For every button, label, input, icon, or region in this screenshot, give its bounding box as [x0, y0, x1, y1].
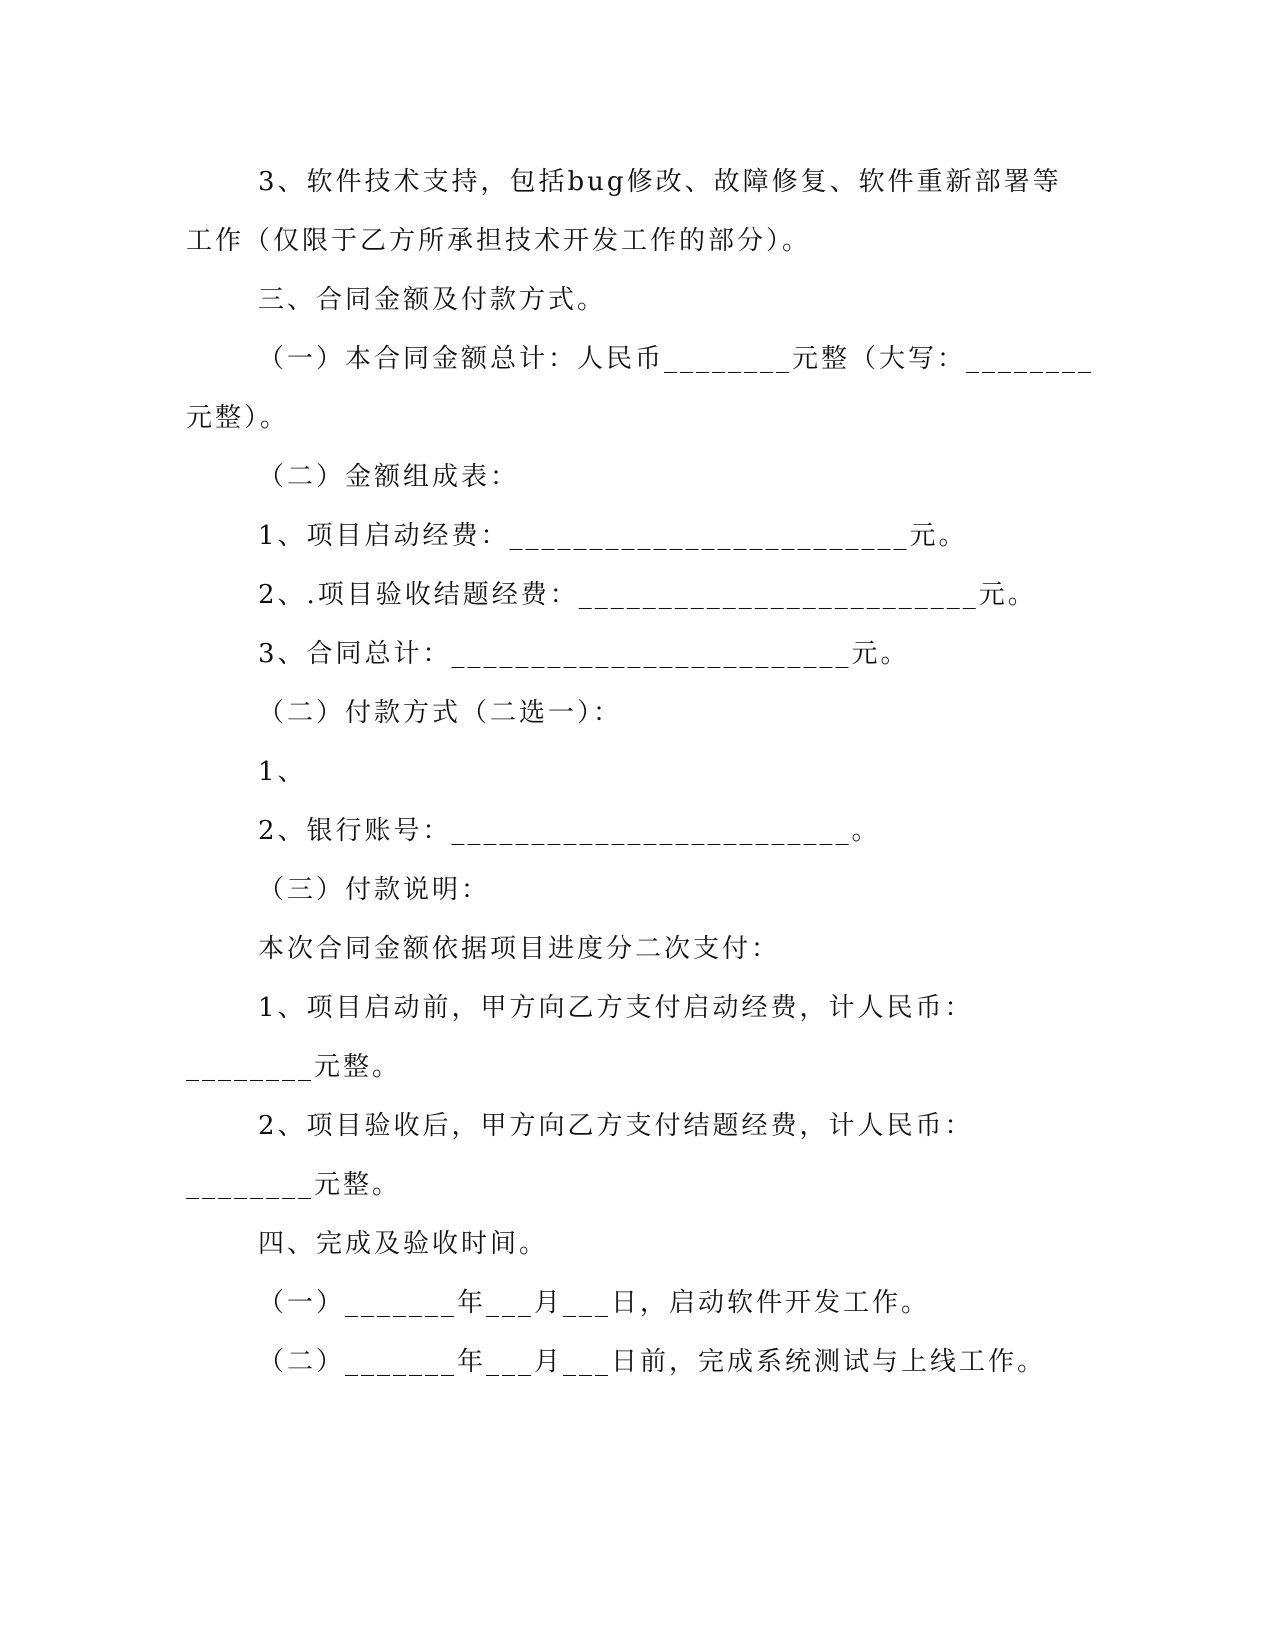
section-heading: 三、合同金额及付款方式。: [258, 285, 607, 315]
text-line: 3、软件技术支持，包括bug修改、故障修复、软件重新部署等: [258, 167, 1062, 197]
text-line: （二）金额组成表：: [258, 462, 520, 492]
text-line: 1、项目启动经费：_________________________元。: [258, 521, 968, 551]
text-line: ________元整。: [186, 1052, 402, 1082]
text-line: （一）_______年___月___日，启动软件开发工作。: [258, 1288, 931, 1318]
text-line: ________元整。: [186, 1170, 402, 1200]
text-line: （一）本合同金额总计：人民币________元整（大写：________: [258, 344, 1095, 374]
text-line: 本次合同金额依据项目进度分二次支付：: [258, 934, 781, 964]
text-line: 1、项目启动前，甲方向乙方支付启动经费，计人民币：: [258, 993, 974, 1023]
text-line: 2、.项目验收结题经费：_________________________元。: [258, 580, 1037, 610]
text-line: （三）付款说明：: [258, 875, 491, 905]
text-line: （二）付款方式（二选一）：: [258, 698, 623, 728]
text-line: 工作（仅限于乙方所承担技术开发工作的部分）。: [186, 226, 812, 256]
text-line: 2、项目验收后，甲方向乙方支付结题经费，计人民币：: [258, 1111, 974, 1141]
text-line: 2、银行账号：_________________________。: [258, 816, 881, 846]
text-line: 3、合同总计：_________________________元。: [258, 639, 910, 669]
section-heading: 四、完成及验收时间。: [258, 1229, 549, 1259]
text-line: 元整）。: [186, 403, 290, 433]
text-line: （二）_______年___月___日前，完成系统测试与上线工作。: [258, 1347, 1047, 1377]
text-line: 1、: [258, 757, 307, 787]
